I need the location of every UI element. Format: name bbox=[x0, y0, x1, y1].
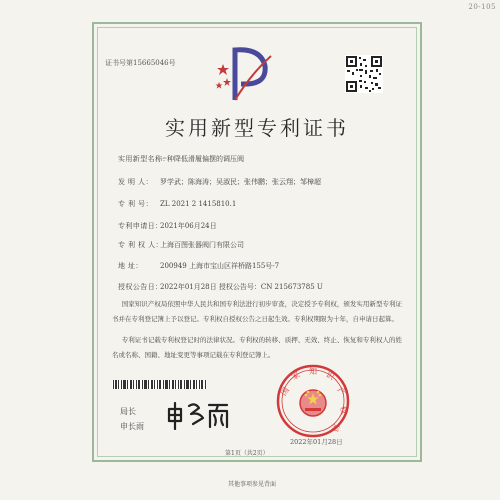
field-value: 2021年06月24日 bbox=[160, 222, 217, 230]
field-utility-model-name bbox=[118, 154, 244, 164]
field-label: 专 利 权 人： bbox=[118, 241, 163, 249]
field-label: 专 利 号： bbox=[118, 200, 153, 208]
official-seal-icon bbox=[275, 363, 351, 439]
field-value: 上海百图张器阀门有限公司 bbox=[160, 241, 244, 249]
barcode-icon bbox=[112, 380, 207, 389]
certificate-number: 证书号第15665046号 bbox=[105, 59, 176, 67]
corner-mark: 20-105 bbox=[468, 3, 496, 11]
field-value: 一种降低滑履偏摆的调压阀 bbox=[160, 155, 244, 163]
field-address bbox=[118, 261, 279, 271]
field-label: 地 址： bbox=[118, 262, 143, 270]
field-value: ZL 2021 2 1415810.1 bbox=[160, 200, 237, 208]
field-value: 罗学武；陈海涛；吴淑民；张伟鹏；张云翔；邹樟超 bbox=[160, 178, 321, 186]
field-value: 2022年01月28日 授权公告号：CN 215673785 U bbox=[160, 283, 323, 291]
field-value: 200949 上海市宝山区祥桥路155号-7 bbox=[160, 262, 280, 270]
body-paragraph: 国家知识产权局依照中华人民共和国专利法进行初步审查，决定授予专利权，颁发实用新型专利证书并在专利登记簿上予以登记。专利权自授权公告之日起生效。专利权期限为十年，自申请日起算。 bbox=[112, 300, 402, 323]
director-signature-icon bbox=[165, 400, 235, 430]
field-grant-date bbox=[118, 282, 323, 292]
svg-text:知: 知 bbox=[309, 367, 317, 376]
field-application-date bbox=[118, 221, 217, 231]
back-note: 其他事项参见背面 bbox=[228, 481, 277, 488]
certificate-title: 实用新型专利证书 bbox=[165, 116, 349, 140]
field-label: 实用新型名称： bbox=[118, 155, 170, 163]
svg-text:产: 产 bbox=[335, 385, 348, 398]
body-paragraph: 专利证书记载专利权登记时的法律状况。专利权的转移、质押、无效、终止、恢复和专利权人的姓名或名称、国籍、地址变更等事项记载在专利登记簿上。 bbox=[112, 336, 402, 359]
page-number: 第1页（共2页） bbox=[225, 450, 269, 457]
field-patent-number bbox=[118, 199, 236, 209]
patent-office-logo-icon bbox=[215, 44, 279, 102]
svg-text:权: 权 bbox=[338, 405, 349, 416]
field-inventors bbox=[118, 177, 321, 187]
svg-text:家: 家 bbox=[290, 369, 302, 382]
field-patentee bbox=[118, 240, 244, 250]
field-label: 专利申请日： bbox=[118, 222, 163, 230]
seal-date: 2022年01月28日 bbox=[290, 438, 343, 446]
director-name-printed: 申长雨 bbox=[120, 422, 144, 431]
svg-text:识: 识 bbox=[324, 369, 336, 382]
qr-code-icon bbox=[345, 55, 383, 93]
field-label: 发 明 人： bbox=[118, 178, 153, 186]
svg-text:局: 局 bbox=[329, 422, 341, 434]
director-title: 局长 bbox=[120, 407, 136, 416]
svg-text:国: 国 bbox=[278, 385, 291, 398]
field-label: 授权公告日： bbox=[118, 283, 163, 291]
